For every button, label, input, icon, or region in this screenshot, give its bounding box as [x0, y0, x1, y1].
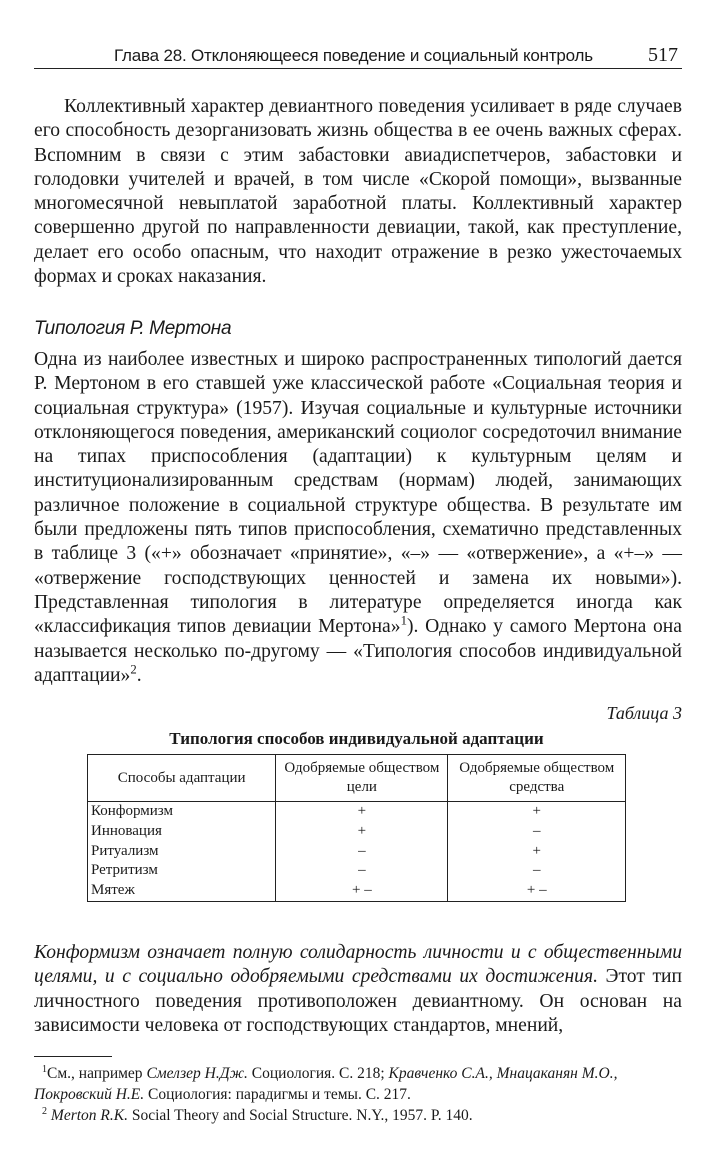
row-goals: +: [276, 822, 448, 842]
row-goals: –: [276, 861, 448, 881]
row-means: +: [448, 802, 626, 822]
footnote-mark: 1: [42, 1063, 48, 1075]
paragraph-text: Одна из наиболее известных и широко распространенных типологий дается Р. Мертоном в его ставшей уже классической работе «Социальная теория и социальная структура» (1957). Изучая социальные и культурные источники отклоняющегося поведения, американский социолог сосредоточил внимание на типах приспособления (адаптации) к культурным целям и институционализированным средствам (нормам) людей, занимающих различное положение в социальной структуре общества. В результате им были предложены пять типов приспособления, схематично представленных в таблице 3 («+» обозначает «принятие», «–» — «отвержение», а «+–» — «отвержение господствующих ценностей и замена их новыми»). Представленная типология в литературе определяется иногда как «классификация типов девиации Мертона»: [34, 349, 682, 638]
table-title: Типология способов индивидуальной адаптации: [169, 729, 544, 748]
table-row: [88, 881, 626, 901]
conformism-definition: Конформизм означает полную солидарность личности и с общественными целями, и с социально одобряемыми средствами их достижения.: [34, 942, 682, 988]
row-name: Ритуализм: [88, 842, 276, 862]
row-name: Инновация: [88, 822, 276, 842]
chapter-title: Глава 28. Отклоняющееся поведение и социальный контроль: [114, 46, 593, 65]
paragraph-conformism: [34, 941, 682, 1038]
footnote-text: Социология: парадигмы и темы. С. 217.: [144, 1086, 411, 1103]
page-number: 517: [648, 44, 678, 66]
footnote-author: Смелзер Н.Дж.: [146, 1065, 248, 1082]
col-header-methods: Способы адаптации: [88, 755, 276, 802]
footnote-text: См., например: [47, 1065, 147, 1082]
footnote-2: [42, 1105, 702, 1126]
row-means: –: [448, 861, 626, 881]
row-means: +: [448, 842, 626, 862]
row-name: Ретритизм: [88, 861, 276, 881]
adaptation-typology-table: [87, 754, 626, 902]
running-header: [34, 42, 682, 69]
paragraph-text-end: .: [136, 664, 142, 686]
table-row: [88, 802, 626, 822]
footnote-text: Social Theory and Social Structure. N.Y., 1957. P. 140.: [127, 1107, 473, 1124]
col-header-goals: Одобряемые обществом цели: [276, 755, 448, 802]
footnote-divider: [34, 1056, 112, 1057]
footnote-ref-2[interactable]: 2: [130, 662, 137, 677]
footnote-author: Кравченко С.А., Мнацаканян М.О., Покровский Н.Е.: [34, 1065, 618, 1103]
row-name: Конформизм: [88, 802, 276, 822]
paragraph-merton-typology: [34, 348, 682, 688]
table-header-row: [88, 755, 626, 802]
table-row: [88, 842, 626, 862]
col-header-means: Одобряемые обществом средства: [448, 755, 626, 802]
paragraph-text: Этот тип личностного поведения противоположен девиантному. Он основан на зависимости человека от господствующих стандартов, мнений,: [34, 966, 682, 1036]
table-caption: Таблица 3: [606, 703, 682, 723]
row-goals: + –: [276, 881, 448, 901]
footnote-author: Merton R.K.: [50, 1107, 128, 1124]
row-goals: –: [276, 842, 448, 862]
footnote-1: [34, 1063, 694, 1105]
section-heading: Типология Р. Мертона: [34, 318, 232, 339]
row-means: –: [448, 822, 626, 842]
row-name: Мятеж: [88, 881, 276, 901]
row-means: + –: [448, 881, 626, 901]
footnote-mark: 2: [42, 1105, 48, 1117]
row-goals: +: [276, 802, 448, 822]
table-row: [88, 822, 626, 842]
paragraph-text-cont: ). Однако у самого Мертона она называется несколько по-другому — «Типология способов индивидуальной адаптации»: [34, 616, 682, 686]
table-row: [88, 861, 626, 881]
footnote-text: Социология. С. 218;: [247, 1065, 389, 1082]
paragraph-collective-deviation: Коллективный характер девиантного поведения усиливает в ряде случаев его способность дезорганизовать жизнь общества в ее очень важных сферах. Вспомним в связи с этим забастовки авиадиспетчеров, забастовки и голодовки учителей и врачей, в том числе «Скорой помощи», вызванные многомесячной невыплатой заработной платы. Коллективный характер совершенно другой по направленности девиации, такой, как преступление, делает его особо опасным, что находит отражение в резко ужесточаемых формах и сроках наказания.: [34, 96, 682, 288]
footnote-ref-1[interactable]: 1: [400, 613, 407, 628]
